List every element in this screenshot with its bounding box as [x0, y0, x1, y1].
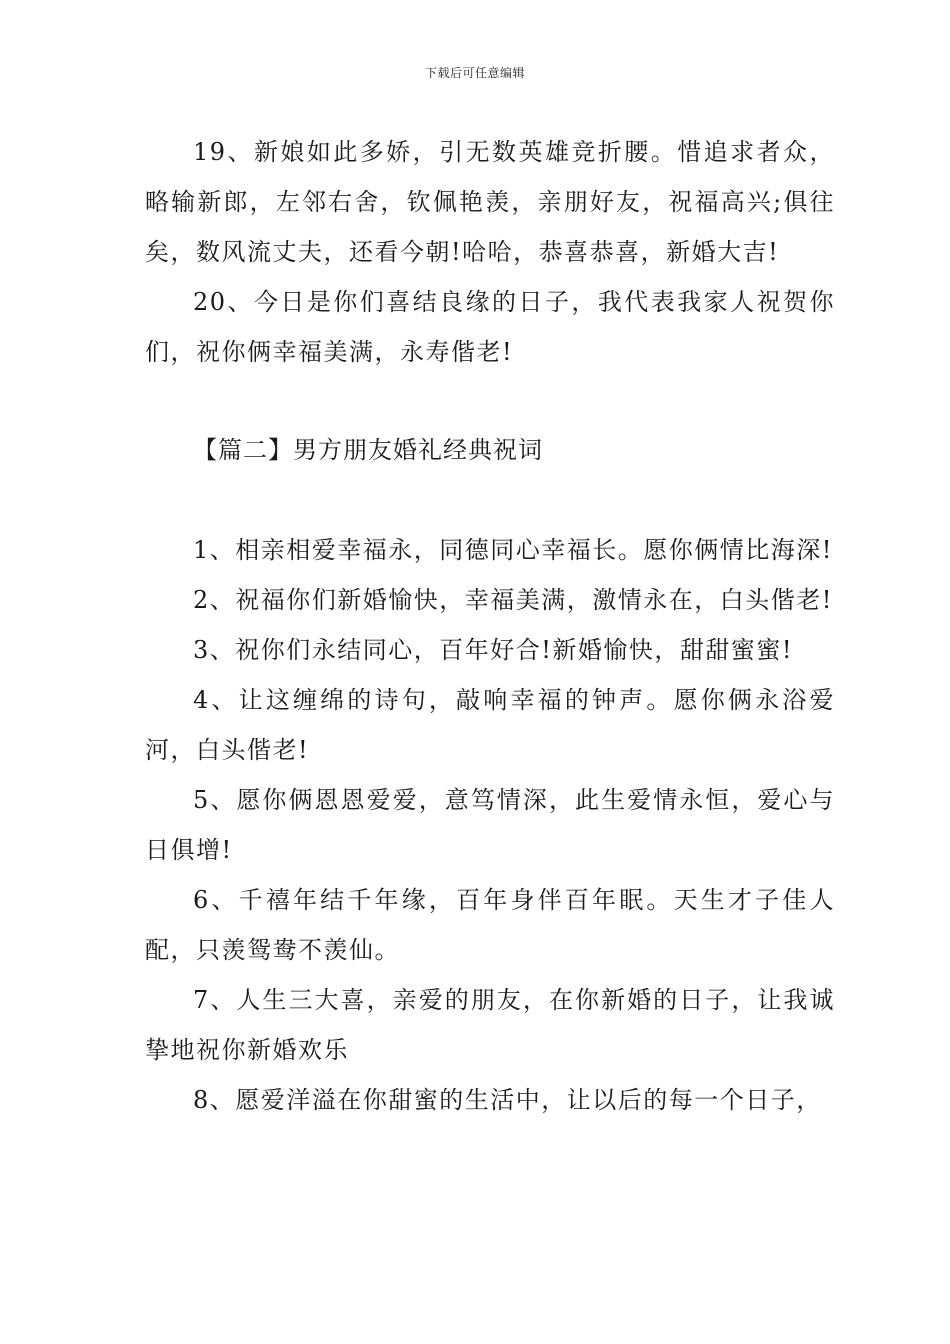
blessing-1: 1、相亲相爱幸福永，同德同心幸福长。愿你俩情比海深! [193, 536, 833, 564]
paragraph-19: 19、新娘如此多娇，引无数英雄竞折腰。惜追求者众，略输新郎，左邻右舍，钦佩艳羡，亲朋好友，祝福高兴;俱往矣，数风流丈夫，还看今朝!哈哈，恭喜恭喜，新婚大吉! [145, 138, 835, 266]
blessing-8: 8、愿爱洋溢在你甜蜜的生活中，让以后的每一个日子， [193, 1086, 822, 1114]
blessing-2: 2、祝福你们新婚愉快，幸福美满，激情永在，白头偕老! [193, 586, 833, 614]
blessing-5: 5、愿你俩恩恩爱爱，意笃情深，此生爱情永恒，爱心与日俱增! [145, 786, 835, 864]
spacer [145, 377, 835, 425]
blessing-4: 4、让这缠绵的诗句，敲响幸福的钟声。愿你俩永浴爱河，白头偕老! [145, 686, 835, 764]
paragraph-20: 20、今日是你们喜结良缘的日子，我代表我家人祝贺你们，祝你俩幸福美满，永寿偕老! [145, 288, 835, 366]
document-body [145, 127, 835, 1125]
blessing-3: 3、祝你们永结同心，百年好合!新婚愉快，甜甜蜜蜜! [193, 636, 794, 664]
blessing-7: 7、人生三大喜，亲爱的朋友，在你新婚的日子，让我诚挚地祝你新婚欢乐 [145, 986, 835, 1064]
section-title: 【篇二】男方朋友婚礼经典祝词 [193, 436, 543, 464]
spacer [145, 475, 835, 525]
header-note: 下载后可任意编辑 [424, 66, 525, 80]
blessing-6: 6、千禧年结千年缘，百年身伴百年眠。天生才子佳人配，只羡鸳鸯不羡仙。 [145, 886, 835, 964]
